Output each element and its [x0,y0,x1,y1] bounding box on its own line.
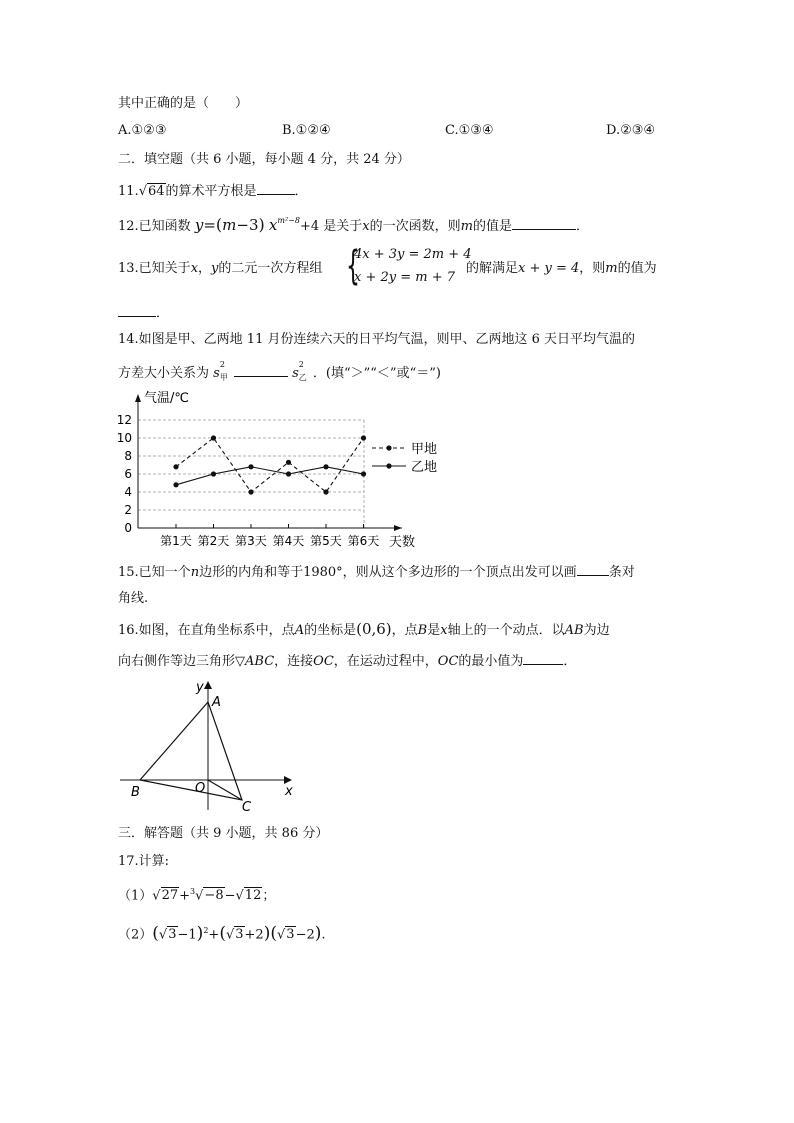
q17-p2-radicand-1: 3 [168,927,177,943]
x-tick-label: 第5天 [310,534,342,548]
q16-mid: 的坐标是 [304,623,357,638]
q17-minus: − [224,888,236,904]
q17-p2-radicand-2: 3 [235,927,244,943]
q13-tail3: 的值为 [617,261,657,276]
q12-m2: m [460,219,473,234]
q17-p2-square: 2 [203,926,209,935]
data-point [173,464,178,469]
q17-paren-open: ( [152,923,159,944]
q16-end: ． [563,654,577,669]
variance-yi-sup: 2 [298,360,304,369]
series-line-yi [176,467,364,485]
q15-n: n [190,565,200,580]
question-17-part-2 [118,922,326,944]
variance-jia-sup: 2 [219,360,225,369]
x-tick-label: 第2天 [197,534,230,548]
q15-mid: 边形的内角和等于 [199,565,304,580]
cbrt-sign: √ [195,888,204,904]
y-tick-label: 8 [124,449,132,463]
q15-tail: ，则从这个多边形的一个顶点出发可以画 [342,565,577,580]
legend-marker [386,445,391,450]
data-point [361,471,366,476]
question-10-stem: 其中正确的是（ ） [118,96,249,111]
q12-eq: = [203,216,216,234]
data-point [248,489,253,494]
q13-comma: ， [198,261,212,276]
option-a: A.①②③ [118,123,167,138]
q12-end: ． [575,219,589,234]
q16-triangle: ▽ABC [235,654,275,669]
chart-y-ticks [117,413,132,535]
label-y: y [196,680,204,695]
q13-end: ． [156,306,170,321]
q17-cube-root-index: 3 [190,887,196,896]
y-tick-label: 6 [124,467,132,481]
data-point [211,471,216,476]
question-13-line2 [118,302,169,323]
y-tick-label: 0 [124,521,132,535]
sqrt-sign: √ [138,184,147,199]
q11-text: 的算术平方根是 [165,184,257,199]
q16-answer-blank[interactable] [523,650,563,665]
data-point [248,464,253,469]
q12-paren-close: ) [258,215,265,234]
q12-tail: 的值是 [472,219,512,234]
q12-m: m [222,216,237,234]
data-point [323,464,328,469]
y-tick-label: 12 [116,413,132,427]
y-tick-label: 10 [116,431,132,445]
q15-end: 条对 [608,565,635,580]
q13-x: x [190,261,199,276]
q16-coordinate: (0,6) [356,620,392,638]
section-2-heading: 二．填空题（共 6 小题，每小题 4 分，共 24 分） [118,152,410,167]
q17-part1-label: （1） [118,888,153,904]
option-c: C.①③④ [445,123,494,138]
q16-line1-tail: 为边 [583,623,610,638]
q17-part1-end: ； [262,888,276,904]
equation-2: x + 2y = m + 7 [354,270,456,285]
q16-x-axis: x [440,623,448,638]
equation-1: 4x + 3y = 2m + 4 [354,247,472,262]
q12-prefix: 12.已知函数 [118,219,191,234]
q13-mid: 的二元一次方程组 [218,261,323,276]
temperature-line-chart [110,388,460,550]
x-tick-label: 第6天 [347,534,380,548]
q12-mid: 的一次函数，则 [369,219,461,234]
q17-paren-open-3: ( [270,923,277,944]
option-b: B.①②④ [282,123,331,138]
variance-yi-sub: 乙 [298,373,307,382]
q16-line2-mid: ，连接 [274,654,314,669]
question-12 [118,212,589,236]
y-tick-label: 4 [124,485,132,499]
q12-answer-blank[interactable] [512,215,576,230]
q17-part2-end: . [321,927,326,943]
sqrt-sign: √ [235,888,244,904]
q11-answer-blank[interactable] [257,180,295,195]
option-d: D.②③④ [606,123,656,138]
x-tick-label: 第4天 [272,534,305,548]
sqrt-sign: √ [152,888,161,904]
q17-radicand-12: 12 [244,888,262,904]
q15-answer-blank[interactable] [577,561,609,576]
q17-paren-open-2: ( [219,923,226,944]
q17-p2-minus1: −1 [177,927,197,943]
variance-jia-sub: 甲 [219,373,228,382]
q14-suffix: ．(填“＞”“＜”或“＝”) [312,366,441,381]
q17-radicand-neg8: −8 [204,888,224,904]
sqrt-sign: √ [225,927,235,943]
chart-x-axis-label: 天数 [389,535,416,550]
q16-point-b: B [417,623,428,638]
q17-p2-minus2: −2 [295,927,315,943]
q12-y: y [194,216,204,234]
q11-end: ． [294,184,308,199]
q16-prefix: 16.如图，在直角坐标系中，点 [118,623,295,638]
q16-line2-prefix: 向右侧作等边三角形 [118,654,236,669]
question-14-line2 [118,362,441,383]
chart-legend [372,441,437,475]
question-13-line1-tail [466,260,657,278]
data-point [286,460,291,465]
chart-axes [135,394,402,531]
q17-p2-plus2: +2 [244,927,264,943]
q13-tail1: 的解满足 [466,261,519,276]
q17-part2-label: （2） [118,927,153,943]
q11-radicand: 64 [147,184,165,199]
x-axis-arrow [394,525,402,531]
legend-label: 甲地 [411,442,438,457]
q16-segment-oc-2: OC [437,654,459,669]
q15-angle: 1980° [303,565,343,580]
question-15-line2: 角线. [118,591,149,606]
q12-minus3: −3 [236,216,259,234]
data-point [173,482,178,487]
chart-y-axis-label: 气温/℃ [144,391,189,406]
q17-radicand-27: 27 [161,888,179,904]
label-x: x [285,784,293,799]
chart-grid [138,420,364,528]
q13-y: y [211,261,219,276]
q12-exponent: m²−8 [277,216,300,225]
data-point [211,435,216,440]
label-a: A [212,695,221,710]
q17-p2-plus: + [208,927,220,943]
q13-answer-blank[interactable] [118,302,156,317]
q16-segment-ab: AB [564,623,584,638]
q16-mid4: 轴上的一个动点．以 [447,623,565,638]
q17-p2-radicand-3: 3 [286,927,295,943]
coordinate-triangle-figure [115,676,305,816]
q16-line2-tail: 的最小值为 [458,654,524,669]
question-17-stem: 17.计算: [118,854,170,869]
q12-plus4: +4 是关于 [299,219,363,234]
q16-point-a: A [294,623,305,638]
question-15-line1 [118,561,635,582]
q12-paren-open: ( [215,215,223,234]
label-b: B [131,785,140,800]
label-c: C [242,800,252,815]
q13-m: m [605,261,618,276]
variance-jia-symbol: s [213,366,220,381]
section-3-heading: 三．解答题（共 9 小题，共 86 分） [118,826,329,841]
q13-tail2: ，则 [579,261,606,276]
question-17-part-1 [118,883,275,905]
triangle-abc [140,702,242,800]
q17-plus: + [179,888,191,904]
data-point [361,435,366,440]
q12-x: x [268,216,278,234]
question-16-line2 [118,650,576,671]
q15-prefix: 15.已知一个 [118,565,191,580]
legend-label: 乙地 [411,460,438,475]
q16-segment-oc: OC [313,654,334,669]
q13-prefix: 13.已知关于 [118,261,191,276]
q13-condition: x + y = 4 [518,261,580,276]
data-point [286,471,291,476]
sqrt-sign: √ [276,927,286,943]
question-14-line1: 14.如图是甲、乙两地 11 月份连续六天的日平均气温，则甲、乙两地这 6 天日平均气温的 [118,332,636,347]
q17-paren-close-2: ) [263,923,271,944]
q16-mid2: ，点 [391,623,418,638]
question-11 [118,180,308,201]
variance-yi-symbol: s [292,366,299,381]
chart-series [173,435,366,494]
q17-paren-close: ) [196,923,204,944]
q14-prefix: 方差大小关系为 [118,366,210,381]
q11-number: 11. [118,184,139,199]
label-o: O [195,781,206,796]
sqrt-sign: √ [158,927,168,943]
q16-mid3: 是 [427,623,441,638]
x-tick-label: 第3天 [235,534,267,548]
question-13-line1 [118,260,322,278]
x-tick-label: 第1天 [160,534,192,548]
legend-marker [386,463,391,468]
q16-line2-mid2: ，在运动过程中， [333,654,438,669]
system-brace: { [346,243,360,289]
y-axis-arrow [135,394,141,402]
q12-x2: x [362,219,370,234]
q17-paren-close-3: ) [314,923,322,944]
data-point [323,489,328,494]
y-tick-label: 2 [124,503,132,517]
question-16-line1 [118,620,610,640]
q14-answer-blank[interactable] [234,362,288,377]
series-line-jia [176,438,364,492]
